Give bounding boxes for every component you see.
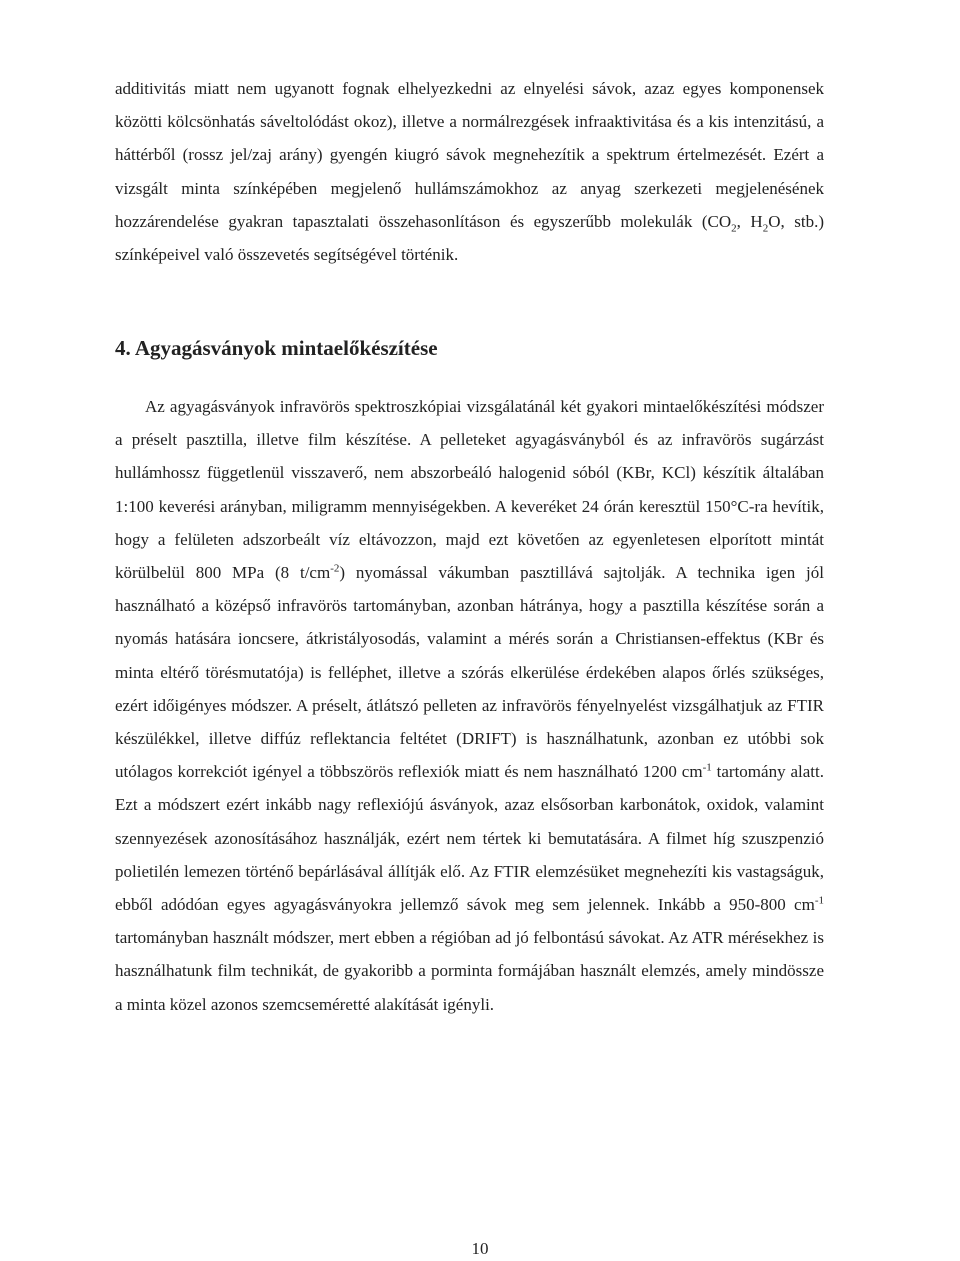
- page-number: 10: [471, 1239, 489, 1258]
- section-heading: 4. Agyagásványok mintaelőkészítése: [115, 336, 438, 360]
- body-paragraph: [115, 390, 824, 1021]
- co2-subscript: 2: [731, 222, 737, 235]
- intro-text-part-2: , H: [736, 211, 763, 231]
- pressure-unit-superscript: -2: [330, 562, 340, 575]
- intro-text-part-1: additivitás miatt nem ugyanott fognak elhelyezkedni az elnyelési sávok, azaz egyes komponensek közötti kölcsönhatás sáveltolódást okoz), illetve a normálrezgések infraaktivitása és a kis intenzitású, a háttérből (rossz jel/zaj arány) gyengén kiugró sávok megnehezítik a spektrum értelmezését. Ezért a vizsgált minta színképében megjelenő hullámszámokhoz az anyag szerkezeti megjelenésének hozzárendelése gyakran tapasztalati összehasonlításon és egyszerűbb molekulák (CO: [115, 79, 824, 231]
- wavenumber-unit-superscript: -1: [702, 761, 712, 774]
- intro-text-part-3: O, stb.) színképeivel való összevetés segítségével történik.: [115, 211, 824, 265]
- wavenumber-range-superscript: -1: [814, 894, 824, 907]
- body-text-part-4: tartományban használt módszer, mert ebben a régióban ad jó felbontású sávokat. Az ATR mérésekhez is használhatunk film technikát, de gyakoribb a porminta formájában használt elemzés, amely mindössze a minta közel azonos szemcseméretté alakítását igényli.: [115, 928, 824, 1014]
- body-text-part-1: Az agyagásványok infravörös spektroszkópiai vizsgálatánál két gyakori mintaelőkészítési módszer a préselt pasztilla, illetve film készítése. A pelleteket agyagásványból és az infravörös sugárzást hullámhossz függetlenül visszaverő, nem abszorbeáló halogenid sóból (KBr, KCl) készítik általában 1:100 keverési arányban, miligramm mennyiségekben. A keveréket 24 órán keresztül 150°C-ra hevítik, hogy a felületen adszorbeált víz eltávozzon, majd ezt követően az egyenletesen elporított mintát körülbelül 800 MPa (8 t/cm: [115, 397, 824, 583]
- body-text-part-2: ) nyomással vákumban pasztillává sajtolják. A technika igen jól használható a középső infravörös tartományban, azonban hátránya, hogy a pasztilla készítése során a nyomás hatására ioncsere, átkristályosodás, valamint a mérés során a Christiansen-effektus (KBr és minta eltérő törésmutatója) is felléphet, illetve a szórás elkerülése érdekében alapos őrlés szükséges, ezért időigényes módszer. A préselt, átlátszó pelleten az infravörös fényelnyelést vizsgálhatjuk az FTIR készülékkel, illetve diffúz reflektancia feltétet (DRIFT) is használhatunk, azonban ez utóbbi sok utólagos korrekciót igényel a többszörös reflexiók miatt és nem használható 1200 cm: [115, 563, 825, 782]
- h2o-subscript: 2: [762, 222, 769, 235]
- intro-paragraph: [115, 72, 824, 271]
- body-text-part-3: tartomány alatt. Ezt a módszert ezért inkább nagy reflexiójú ásványok, azaz elsősorban karbonátok, oxidok, valamint szennyezések azonosításához használják, ezért nem tértek ki bemutatására. A filmet híg szuszpenzió polietilén lemezen történő bepárlásával állítják elő. Az FTIR elemzésüket megnehezíti kis vastagságuk, ebből adódóan egyes agyagásványokra jellemző sávok meg sem jelennek. Inkább a 950-800 cm: [115, 762, 825, 915]
